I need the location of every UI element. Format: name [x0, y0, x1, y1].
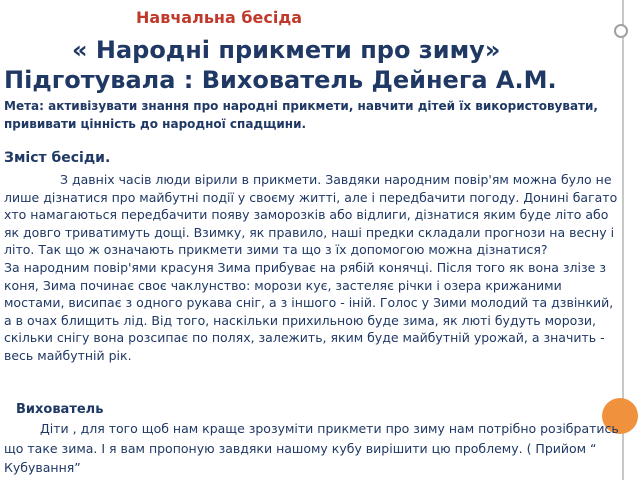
slide-author: Підготувала : Вихователь Дейнега А.М.	[4, 66, 557, 94]
slide-title: « Народні прикмети про зиму»	[72, 36, 501, 64]
educator-label: Вихователь	[16, 402, 104, 417]
educator-speech	[4, 419, 619, 478]
paragraph-3: Діти , для того щоб нам краще зрозуміти прикмети про зиму нам потрібно розібратись що таке зима. І я вам пропоную завдяки нашому кубу вирішити цю проблему. ( Прийом “ Кубування”	[4, 421, 619, 475]
paragraph-1: З давніх часів люди вірили в прикмети. Завдяки народним повір'ям можна було не лише дізнатися про майбутні події у своєму житті, але і передбачити погоду. Донині багато хто намагаються передбачити появу заморозків або відлиги, дізнатися яким буде літо або як довго триватимуть дощі. Взимку, як правило, наші предки складали прогнози на весну і літо. Так що ж означають прикмети зими та що з їх допомогою можна дізнатися?	[4, 172, 618, 258]
content-body	[4, 171, 619, 365]
content-heading: Зміст бесіди.	[4, 150, 111, 166]
paragraph-2: За народним повір'ями красуня Зима прибуває на рябій конячці. Після того як вона злізе з коня, Зима починає своє чаклунство: морози кує, застеляє річки і озера крижаними мостами, висипає з одного рукава сніг, а з іншого - іній. Голос у Зими молодий та дзвінкий, а в очах блищить лід. Від того, наскільки прихильною буде зима, як люті будуть морози, скільки снігу вона розсипає по полях, залежить, яким буде майбутній урожай, а значить - весь майбутній рік.	[4, 259, 614, 363]
decorative-circle-small	[614, 24, 628, 38]
goal-text: Мета: активізувати знання про народні прикмети, навчити дітей їх використовувати, прививати цінність до народної спадщини.	[4, 99, 598, 131]
slide-subject: Навчальна бесіда	[136, 8, 303, 27]
